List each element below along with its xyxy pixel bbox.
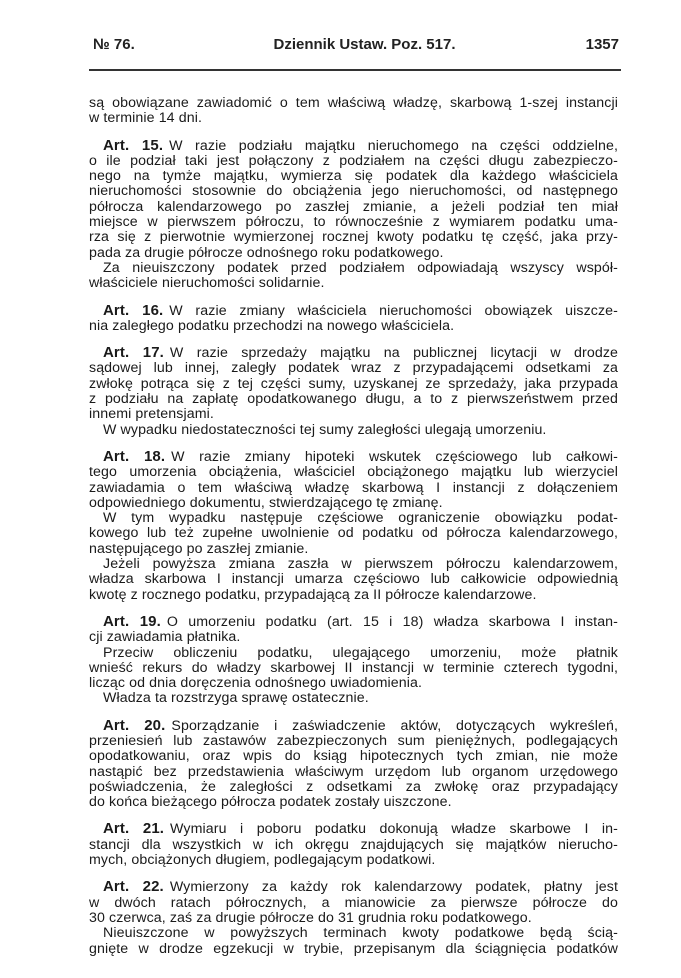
line-text: innemi pretensjami. [89, 406, 214, 423]
text-line [89, 138, 618, 154]
line-text: odpowiedniego dokumentu, stwierdzającego tę zmianę. [89, 494, 443, 511]
text-line [89, 377, 618, 392]
line-text: 30 czerwca, zaś za drugie półrocze do 31 grudnia roku podatkowego. [89, 909, 532, 926]
line-text: W razie sprzedaży majątku na publicznej licytacji w drodze [169, 345, 619, 362]
line-text: kwotę z rocznego podatku, przypadającą za II półrocze kalendarzowe. [89, 586, 537, 603]
line-text: o ile podział taki jest połączony z podziałem na części długu zabezpieczo- [89, 152, 618, 169]
text-line [89, 749, 618, 764]
line-text: gnięte w drodze egzekucji w trybie, przepisanym dla ściągnięcia podatków [89, 940, 618, 957]
line-text: półrocza kalendarzowego po zaszłej zmianie, a jeżeli podział ten miał [89, 198, 618, 215]
line-text: do końca bieżącego półrocza podatek zostały uiszczone. [89, 794, 452, 811]
line-text: następującego po zaszłej zmianie. [89, 540, 309, 557]
line-text: poświadczenia, że zaległości z odsetkami za zwłokę oraz przypadający [89, 778, 618, 795]
text-line [89, 614, 618, 630]
page-number: 1357 [585, 36, 619, 53]
article-label: Art. 15. [103, 136, 164, 154]
text-line [89, 215, 618, 230]
running-title: Dziennik Ustaw. Poz. 517. [273, 36, 456, 53]
text-line [89, 630, 618, 645]
line-text: Przeciw obliczeniu podatku, ulegającego umorzeniu, może płatnik [103, 644, 618, 661]
text-line [89, 407, 618, 422]
paragraph [89, 879, 618, 926]
line-text: Władza ta rozstrzyga sprawę ostatecznie. [103, 690, 369, 707]
text-line [89, 942, 618, 957]
paragraph [89, 718, 618, 811]
text-line [89, 496, 618, 511]
line-text: są obowiązane zawiadomić o tem właściwą władzę, skarbową 1-szej instancji [89, 95, 618, 111]
article-label: Art. 17. [103, 344, 164, 362]
paragraph [89, 691, 618, 706]
text-line [89, 423, 618, 438]
line-text: Wymiaru i poboru podatku dokonują władze skarbowe I in- [170, 821, 618, 838]
text-line [89, 154, 618, 169]
line-text: nego na tymże majątku, wymierza się podatek dla każdego właściciela [89, 168, 618, 185]
line-text: nastąpić bez przedstawienia właściwym urzędom lub organom urzędowego [89, 763, 618, 780]
issue-number: № 76. [93, 36, 135, 53]
line-text: W razie zmiany właściciela nieruchomości obowiązek uiszcze- [169, 302, 618, 319]
text-line [89, 911, 618, 926]
article-label: Art. 21. [103, 820, 165, 838]
text-line [89, 169, 618, 184]
article-22 [89, 879, 618, 956]
text-line [89, 111, 618, 126]
line-text: Za nieuiszczony podatek przed podziałem odpowiadają wszyscy współ- [103, 259, 618, 276]
line-text: Sporządzanie i zaświadczenie aktów, dotyczących wykreśleń, [171, 717, 619, 734]
text-line [89, 319, 618, 334]
line-text: tego umorzenia obciążenia, właściciel obciążonego majątku lub wierzyciel [89, 464, 618, 481]
line-text: O umorzeniu podatku (art. 15 i 18) władza skarbowa I instan- [166, 613, 618, 630]
line-text: Nieuiszczone w powyższych terminach kwoty podatkowe będą ścią- [103, 925, 618, 942]
text-line [89, 200, 618, 215]
line-text: pada za drugie półrocze odnośnego roku podatkowego. [89, 244, 444, 261]
text-line [89, 734, 618, 749]
text-line [89, 511, 618, 526]
document-body [89, 96, 618, 957]
paragraph [89, 303, 618, 335]
text-line [89, 765, 618, 780]
article-18 [89, 449, 618, 603]
article-15 [89, 138, 618, 292]
text-line [89, 691, 618, 706]
text-line [89, 646, 618, 661]
line-text: cji zawiadamia płatnika. [89, 629, 241, 646]
text-line [89, 879, 618, 895]
line-text: licząc od dnia doręczenia odnośnego uwiadomienia. [89, 675, 423, 692]
line-text: W razie podziału majątku nieruchomego na części oddzielne, [169, 137, 618, 154]
paragraph [89, 557, 618, 603]
text-line [89, 926, 618, 941]
text-line [89, 303, 618, 319]
continued-paragraph [89, 96, 618, 127]
text-line [89, 542, 618, 557]
line-text: W tym wypadku następuje częściowe ograniczenie obowiązku podat- [103, 510, 618, 527]
text-line [89, 557, 618, 572]
text-line [89, 780, 618, 795]
text-line [89, 465, 618, 480]
line-text: nieruchomości stosownie do obciążenia jego nieruchomości, od następnego [89, 183, 618, 200]
line-text: zawiadamia o tem właściwą władzę skarbową I instancji z dołączeniem [89, 479, 618, 496]
article-label: Art. 20. [103, 716, 166, 734]
line-text: przeniesień lub zastawów zabezpieczonych sum pieniężnych, podlegających [89, 732, 618, 749]
text-line [89, 661, 618, 676]
line-text: kowego lub też zupełne uwolnienie od podatku od półrocza kalendarzowego, [89, 525, 618, 542]
article-label: Art. 22. [103, 878, 164, 896]
paragraph [89, 646, 618, 692]
line-text: Jeżeli powyższa zmiana zaszła w pierwszem półroczu kalendarzowem, [103, 556, 618, 573]
paragraph [89, 821, 618, 868]
text-line [89, 361, 618, 376]
paragraph [89, 614, 618, 646]
article-17 [89, 345, 618, 438]
text-line [89, 230, 618, 245]
article-21 [89, 821, 618, 868]
text-line [89, 392, 618, 407]
line-text: miejsce w pierwszem półroczu, to równocześnie z wymiarem podatku uma- [89, 214, 618, 231]
text-line [89, 795, 618, 810]
paragraph [89, 423, 618, 438]
text-line [89, 838, 618, 853]
paragraph [89, 449, 618, 511]
article-20 [89, 718, 618, 811]
text-line [89, 246, 618, 261]
text-line [89, 526, 618, 541]
paragraph [89, 138, 618, 261]
line-text: stancji dla wszystkich w ich okręgu znajdujących się majątków nierucho- [89, 836, 618, 853]
line-text: w dwóch ratach półrocznych, a mianowicie za pierwsze półrocze do [89, 894, 618, 911]
text-line [89, 896, 618, 911]
line-text: W wypadku niedostateczności tej sumy zaległości ulegają umorzeniu. [103, 421, 547, 438]
text-line [89, 718, 618, 734]
article-label: Art. 16. [103, 301, 164, 319]
line-text: rza się z pierwotnie wymierzonej rocznej kwoty podatku tę część, jaka przy- [89, 229, 618, 246]
text-line [89, 96, 618, 111]
article-label: Art. 18. [103, 447, 166, 465]
text-line [89, 588, 618, 603]
text-line [89, 184, 618, 199]
line-text: opodatkowaniu, oraz wpis do ksiąg hipotecznych tych zmian, nie może [89, 748, 618, 765]
line-text: wnieść rekurs do władzy skarbowej II instancji w terminie czterech tygodni, [89, 659, 618, 676]
text-line [89, 449, 618, 465]
text-line [89, 481, 618, 496]
article-label: Art. 19. [103, 612, 161, 630]
line-text: w terminie 14 dni. [89, 110, 202, 127]
line-text: nia zaległego podatku przechodzi na nowego właściciela. [89, 317, 455, 334]
line-text: sądowej lub innej, zaległy podatek wraz z przypadającemi odsetkami za [89, 360, 618, 377]
paragraph [89, 345, 618, 422]
text-line [89, 345, 618, 361]
text-line [89, 676, 618, 691]
paragraph [89, 261, 618, 292]
line-text: władza skarbowa I instancji umarza częściowo lub całkowicie odpowiednią [89, 571, 618, 588]
article-19 [89, 614, 618, 707]
line-text: zwłokę potrąca się z tej części sumy, uzyskanej ze sprzedaży, jaka przypada [89, 375, 618, 392]
text-line [89, 261, 618, 276]
line-text: właściciele nieruchomości solidarnie. [89, 275, 325, 292]
line-text: Wymierzony za każdy rok kalendarzowy podatek, płatny jest [169, 879, 618, 896]
text-line [89, 276, 618, 291]
paragraph [89, 511, 618, 557]
article-16 [89, 303, 618, 335]
line-text: W razie zmiany hipoteki wskutek częściowego lub całkowi- [171, 448, 618, 465]
paragraph [89, 926, 618, 957]
text-line [89, 572, 618, 587]
line-text: mych, obciążonych długiem, podlegającym podatkowi. [89, 852, 436, 869]
line-text: z podziału na zapłatę opodatkowanego długu, a to z pierwszeństwem przed [89, 391, 618, 408]
paragraph [89, 96, 618, 127]
header-rule [89, 69, 621, 71]
text-line [89, 821, 618, 837]
text-line [89, 853, 618, 868]
